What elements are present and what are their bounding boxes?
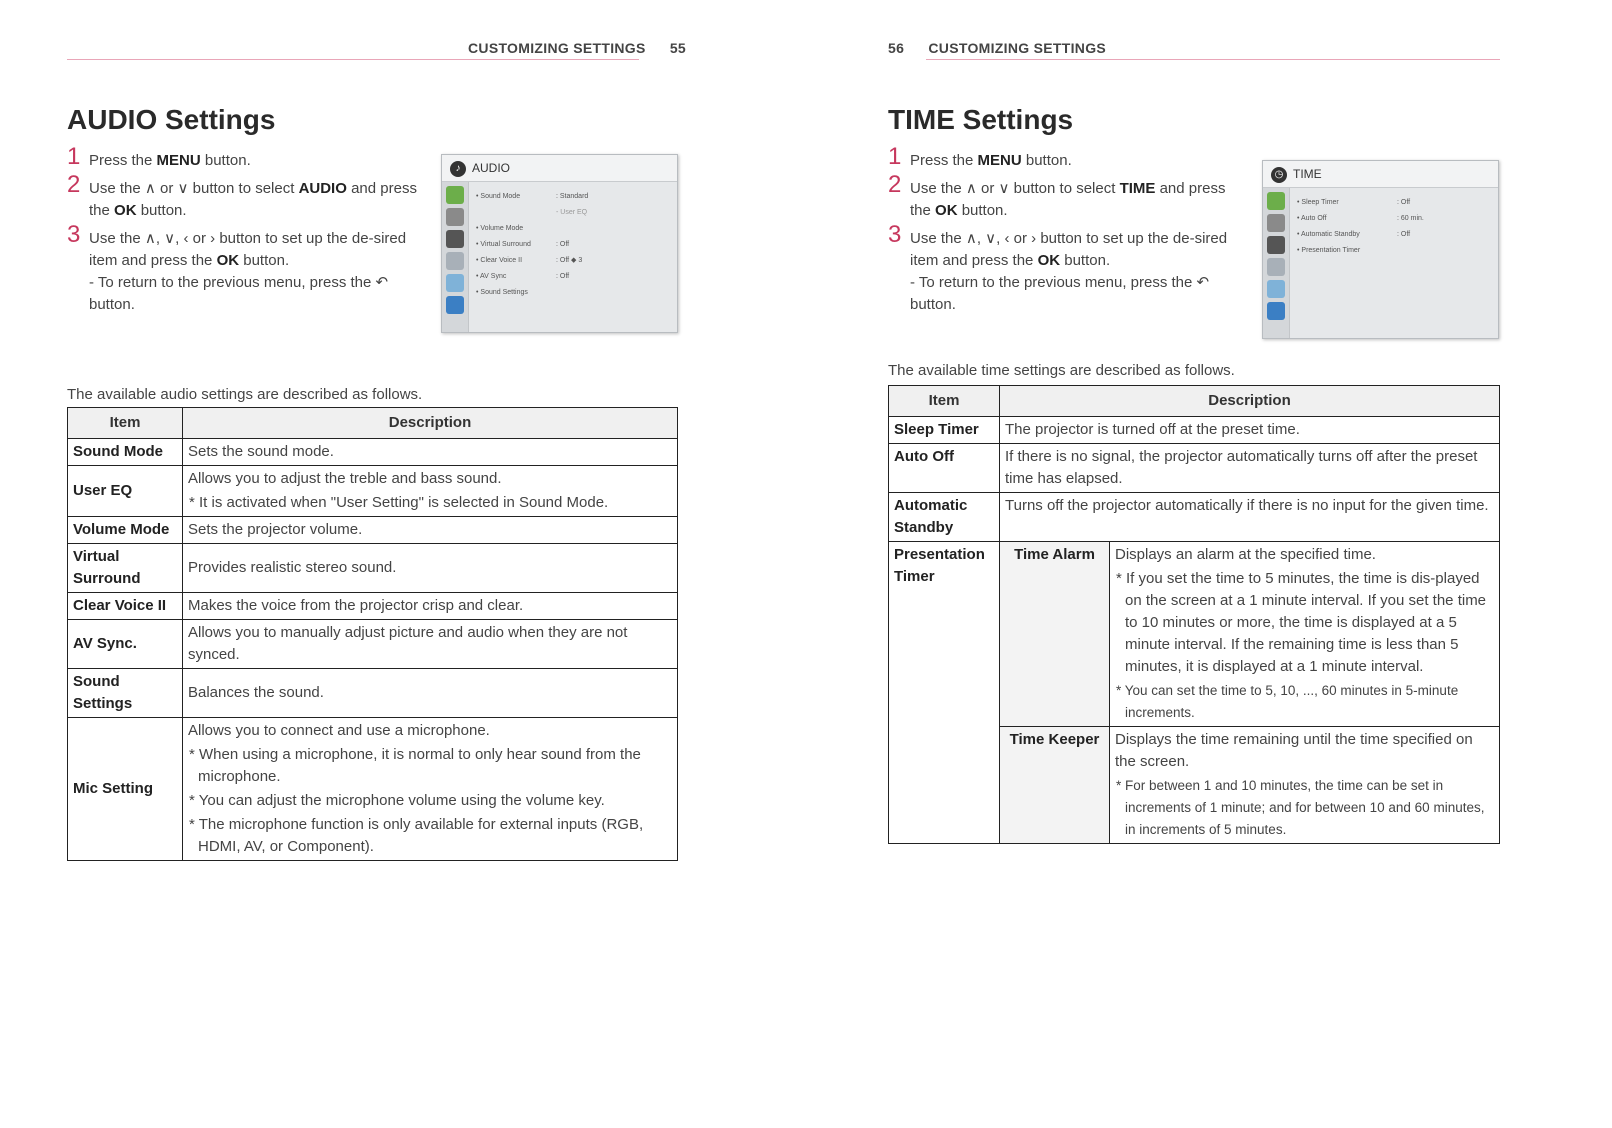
osd-title-bar: ♪ AUDIO: [442, 155, 677, 182]
table-row: Sound Settings Balances the sound.: [68, 669, 678, 718]
column-header-item: Item: [68, 408, 183, 439]
time-menu-screenshot: [1262, 160, 1499, 339]
column-header-description: Description: [1000, 386, 1500, 417]
osd-item-list: [1297, 195, 1490, 259]
step-note: - To return to the previous menu, press the ↶ button.: [89, 274, 389, 313]
header-rule: [926, 59, 1500, 60]
table-row: Presentation Timer Time Alarm Displays an alarm at the specified time. * If you set the time to 5 minutes, the time is dis-played on the screen at a 1 minute interval. If you set the time to 10 minutes or more, the time is displayed at a 5 minute interval. If the remaining time is less than 5 minutes, it is displayed at a 1 minute interval. * You can set the time to 5, 10, ..., 60 minutes in 5-minute increments.: [889, 542, 1500, 727]
osd-row: • Sound Mode : Standard: [476, 193, 589, 200]
subitem-time-keeper: Time Keeper: [1000, 727, 1110, 844]
picture-icon: [1267, 192, 1285, 210]
header-section: CUSTOMIZING SETTINGS: [928, 40, 1107, 56]
step-3: 3 Use the ∧, ∨, ‹ or › button to set up the de-sired item and press the OK button. - To return to the previous menu, press the ↶ button.: [67, 228, 427, 316]
step-number: 1: [67, 143, 81, 170]
column-header-description: Description: [183, 408, 678, 439]
time-settings-table: [888, 385, 1500, 844]
step-number: 3: [67, 221, 81, 248]
table-row: Clear Voice II Makes the voice from the projector crisp and clear.: [68, 593, 678, 620]
osd-row: • Sleep Timer : Off: [1297, 199, 1411, 206]
osd-row: • Clear Voice II : Off ◆ 3: [476, 257, 583, 264]
audio-icon: [1267, 214, 1285, 232]
page-title: TIME Settings: [888, 104, 1074, 135]
table-row: Auto Off If there is no signal, the projector automatically turns off after the preset time has elapsed.: [889, 444, 1500, 493]
audio-settings-table: [67, 407, 678, 861]
step-2: 2 Use the ∧ or ∨ button to select AUDIO and press the OK button.: [67, 171, 417, 219]
table-row: Sound Mode Sets the sound mode.: [68, 439, 678, 466]
table-row: Mic Setting Allows you to connect and use a microphone. * When using a microphone, it is normal to only hear sound from the microphone. * You can adjust the microphone volume using the volume key. * The microphone function is only available for external inputs (RGB, HDMI, AV, or Component).: [68, 718, 678, 861]
osd-row: • Automatic Standby : Off: [1297, 231, 1411, 238]
step-number: 1: [888, 143, 902, 170]
header-rule: [67, 59, 639, 60]
speaker-icon: ♪: [450, 161, 466, 177]
table-row: User EQ Allows you to adjust the treble and bass sound. * It is activated when "User Setting" is selected in Sound Mode.: [68, 466, 678, 517]
osd-row: • Virtual Surround : Off: [476, 241, 570, 248]
osd-row: • Sound Settings: [476, 289, 528, 296]
steps-list: [888, 143, 1248, 322]
column-header-item: Item: [889, 386, 1000, 417]
osd-row: - User EQ: [556, 209, 588, 216]
step-number: 2: [888, 171, 902, 198]
osd-item-list: [476, 189, 669, 301]
clock-icon: ◷: [1271, 167, 1287, 183]
header-rule-wrap: [67, 40, 677, 60]
table-header-row: [889, 386, 1500, 417]
input-icon: [446, 274, 464, 292]
osd-row: • AV Sync : Off: [476, 273, 570, 280]
osd-row: • Auto Off : 60 min.: [1297, 215, 1424, 222]
header-rule-wrap: [926, 40, 1501, 60]
support-icon: [446, 296, 464, 314]
audio-icon: [446, 208, 464, 226]
step-2: 2 Use the ∧ or ∨ button to select TIME and press the OK button.: [888, 171, 1226, 219]
table-row: Volume Mode Sets the projector volume.: [68, 517, 678, 544]
clock-icon: [446, 230, 464, 248]
option-icon: [1267, 258, 1285, 276]
osd-sidebar: [442, 182, 469, 332]
table-row: Virtual Surround Provides realistic stereo sound.: [68, 544, 678, 593]
table-row: Time Keeper Displays the time remaining until the time specified on the screen. * For between 1 and 10 minutes, the time can be set in increments of 1 minute; and for between 10 and 60 minutes, in increments of 5 minutes.: [889, 727, 1500, 844]
step-number: 2: [67, 171, 81, 198]
support-icon: [1267, 302, 1285, 320]
page-title: AUDIO Settings: [67, 104, 276, 135]
osd-row: • Presentation Timer: [1297, 247, 1361, 254]
audio-menu-screenshot: [441, 154, 678, 333]
page-number: 56: [888, 40, 905, 56]
table-row: Sleep Timer The projector is turned off at the preset time.: [889, 417, 1500, 444]
step-note: - To return to the previous menu, press the ↶ button.: [910, 274, 1210, 313]
picture-icon: [446, 186, 464, 204]
step-1: 1 Press the MENU button.: [67, 143, 251, 170]
steps-list: [67, 143, 427, 322]
osd-title-bar: ◷ TIME: [1263, 161, 1498, 188]
option-icon: [446, 252, 464, 270]
osd-sidebar: [1263, 188, 1290, 338]
table-intro: The available time settings are described as follows.: [888, 362, 1235, 379]
subitem-time-alarm: Time Alarm: [1000, 542, 1110, 727]
table-row: Automatic Standby Turns off the projector automatically if there is no input for the given time.: [889, 493, 1500, 542]
input-icon: [1267, 280, 1285, 298]
clock-icon: [1267, 236, 1285, 254]
osd-row: • Volume Mode: [476, 225, 524, 232]
page-number: 55: [669, 40, 687, 56]
table-intro: The available audio settings are described as follows.: [67, 386, 423, 403]
step-1: 1 Press the MENU button.: [888, 143, 1072, 170]
table-row: AV Sync. Allows you to manually adjust picture and audio when they are not synced.: [68, 620, 678, 669]
table-header-row: [68, 408, 678, 439]
step-3: 3 Use the ∧, ∨, ‹ or › button to set up the de-sired item and press the OK button. - To return to the previous menu, press the ↶ button.: [888, 228, 1248, 316]
step-number: 3: [888, 221, 902, 248]
right-page: [806, 0, 1612, 1128]
header-section: CUSTOMIZING SETTINGS: [468, 40, 646, 56]
